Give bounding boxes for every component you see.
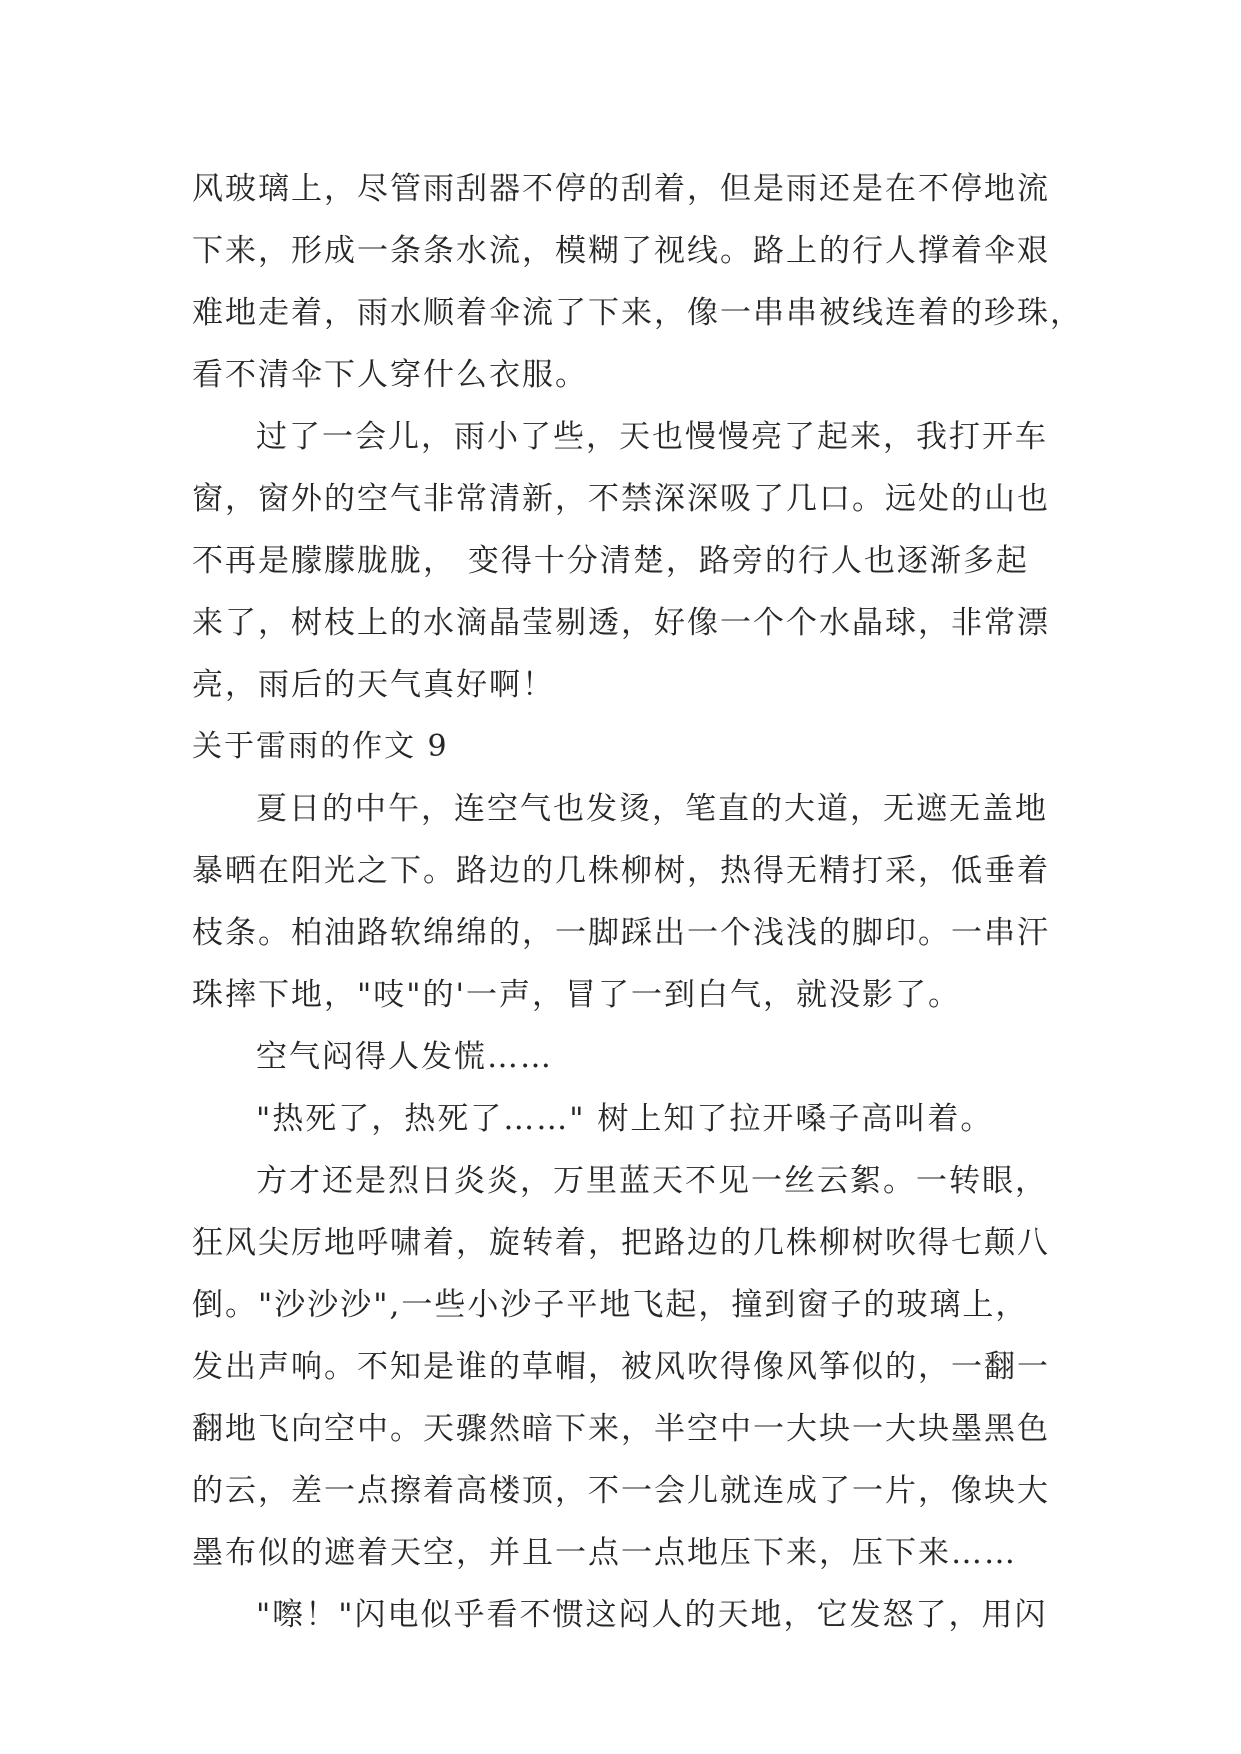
text-line: 暴晒在阳光之下。路边的几株柳树，热得无精打采，低垂着 — [192, 853, 1050, 889]
text-line: 窗，窗外的空气非常清新，不禁深深吸了几口。远处的山也 — [192, 481, 1050, 517]
text-line: 难地走着，雨水顺着伞流了下来，像一串串被线连着的珍珠， — [192, 295, 1083, 331]
text-line: 倒。"沙沙沙",一些小沙子平地飞起，撞到窗子的玻璃上， — [192, 1287, 1029, 1323]
text-line: 方才还是烈日炎炎，万里蓝天不见一丝云絮。一转眼， — [256, 1163, 1048, 1199]
text-line: 看不清伞下人穿什么衣服。 — [192, 357, 588, 393]
text-line: 发出声响。不知是谁的草帽，被风吹得像风筝似的，一翻一 — [192, 1349, 1050, 1385]
text-line: 来了，树枝上的水滴晶莹剔透，好像一个个水晶球，非常漂 — [192, 605, 1050, 641]
text-line: 空气闷得人发慌…… — [256, 1039, 553, 1075]
text-line: 翻地飞向空中。天骤然暗下来，半空中一大块一大块墨黑色 — [192, 1411, 1050, 1447]
text-line: 亮，雨后的天气真好啊！ — [192, 667, 555, 703]
text-line: 过了一会儿，雨小了些，天也慢慢亮了起来，我打开车 — [256, 419, 1048, 455]
text-line: 不再是朦朦胧胧， 变得十分清楚，路旁的行人也逐渐多起 — [192, 543, 1029, 579]
text-line: 的云，差一点擦着高楼顶，不一会儿就连成了一片，像块大 — [192, 1473, 1050, 1509]
text-line: 枝条。柏油路软绵绵的，一脚踩出一个浅浅的脚印。一串汗 — [192, 915, 1050, 951]
text-line: 狂风尖厉地呼啸着，旋转着，把路边的几株柳树吹得七颠八 — [192, 1225, 1050, 1261]
text-line: 珠摔下地，"吱"的'一声，冒了一到白气，就没影了。 — [192, 977, 962, 1013]
text-line: 下来，形成一条条水流，模糊了视线。路上的行人撑着伞艰 — [192, 233, 1050, 269]
text-line: 墨布似的遮着天空，并且一点一点地压下来，压下来…… — [192, 1535, 1017, 1571]
text-line: 风玻璃上，尽管雨刮器不停的刮着，但是雨还是在不停地流 — [192, 171, 1050, 207]
document-body — [192, 158, 1083, 1646]
text-line: 夏日的中午，连空气也发烫，笔直的大道，无遮无盖地 — [256, 791, 1048, 827]
text-line: "热死了，热死了……" 树上知了拉开嗓子高叫着。 — [256, 1101, 994, 1137]
section-heading: 关于雷雨的作文 9 — [192, 729, 449, 764]
text-line: "嚓！"闪电似乎看不惯这闷人的天地，它发怒了，用闪 — [256, 1597, 1048, 1633]
